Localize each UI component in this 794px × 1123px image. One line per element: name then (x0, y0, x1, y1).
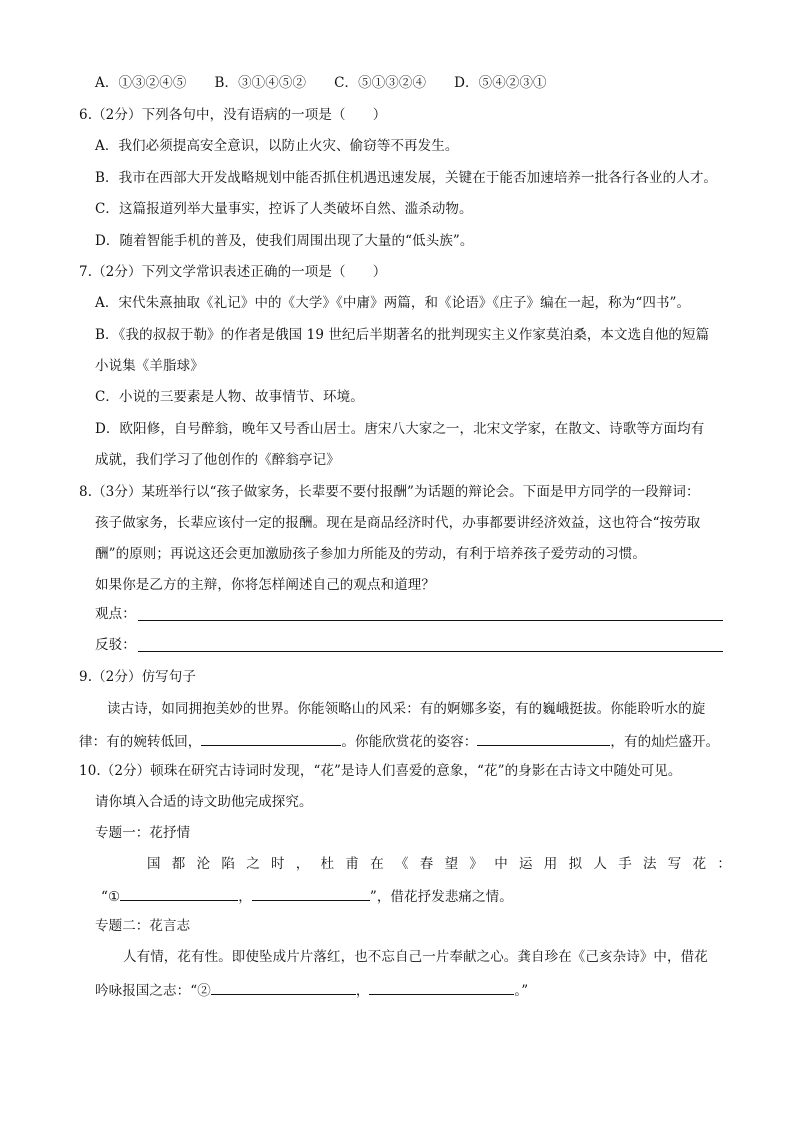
q5-option-a-label: A． (95, 75, 119, 91)
q6-option-a: A．我们必须提高安全意识，以防止火灾、偷窃等不再发生。 (95, 138, 459, 154)
q9-stem: 9.（2分）仿写句子 (79, 669, 196, 685)
q5-option-d-label: D． (454, 75, 479, 91)
q10-topic2-quote-end: 。” (514, 983, 529, 999)
q10-topic2-quote (95, 978, 528, 1000)
q5-options (95, 72, 547, 94)
q10-topic1-line: 国都沦陷之时，杜甫在《春望》中运用拟人手法写花： (147, 856, 743, 872)
q5-option-d: ⑤④②③① (478, 75, 547, 91)
q10-blank-2b[interactable] (369, 978, 514, 995)
q10-blank-1a[interactable] (120, 884, 238, 901)
q7-option-b-line1: B．《我的叔叔于勒》的作者是俄国 19 世纪后半期著名的批判现实主义作家莫泊桑，本文选自他的短篇 (95, 327, 710, 343)
q10-blank-1b[interactable] (252, 884, 370, 901)
q7-option-d-line2: 成就，我们学习了他创作的《醉翁亭记》 (95, 452, 340, 468)
q7-option-a: A．宋代朱熹抽取《礼记》中的《大学》《中庸》两篇，和《论语》《庄子》编在一起，称为“四书”。 (95, 295, 691, 311)
q8-passage-line1: 孩子做家务，长辈应该付一定的报酬。现在是商品经济时代，办事都要讲经济效益，这也符合“按劳取 (95, 515, 701, 531)
q9-blank-1[interactable] (201, 729, 341, 746)
q9-blank-2[interactable] (477, 729, 610, 746)
q10-topic1-comma: ， (238, 889, 252, 905)
q10-topic2-title: 专题二：花言志 (95, 918, 191, 934)
q8-passage-line2: 酬”的原则；再说这还会更加激励孩子参加力所能及的劳动，有利于培养孩子爱劳动的习惯。 (95, 546, 646, 562)
q9-line2-part1: 律：有的婉转低回， (79, 734, 202, 750)
q9-line2-part2: 。你能欣赏花的姿容： (341, 734, 478, 750)
q5-option-b-label: B． (214, 75, 239, 91)
q6-option-c: C．这篇报道列举大量事实，控诉了人类破坏自然、滥杀动物。 (95, 201, 473, 217)
q6-stem: 6.（2分）下列各句中，没有语病的一项是（ ） (79, 107, 387, 123)
q8-rebut-answer-line[interactable] (138, 651, 723, 652)
q10-topic1-quote (101, 884, 513, 906)
q6-option-d: D．随着智能手机的普及，使我们周围出现了大量的“低头族”。 (95, 233, 474, 249)
q10-blank-2a[interactable] (211, 978, 356, 995)
q10-topic2-quote-pre: 吟咏报国之志：“② (95, 983, 211, 999)
q10-topic1-quote-open: “① (101, 889, 121, 905)
q7-option-c: C．小说的三要素是人物、故事情节、环境。 (95, 389, 364, 405)
q7-stem: 7.（2分）下列文学常识表述正确的一项是（ ） (79, 264, 387, 280)
q10-question: 请你填入合适的诗文助他完成探究。 (95, 794, 313, 810)
q9-line2-part3: ，有的灿烂盛开。 (610, 734, 720, 750)
q9-line2 (79, 729, 719, 751)
q10-topic1-quote-end: ”，借花抒发悲痛之情。 (369, 889, 513, 905)
q5-option-c-label: C． (334, 75, 359, 91)
q8-question: 如果你是乙方的主辩，你将怎样阐述自己的观点和道理？ (95, 577, 435, 593)
q8-rebut-label: 反驳： (95, 637, 136, 653)
q10-topic1-title: 专题一：花抒情 (95, 825, 191, 841)
q5-option-c: ⑤①③②④ (358, 75, 427, 91)
q5-option-a: ①③②④⑤ (118, 75, 187, 91)
q8-view-answer-line[interactable] (138, 620, 723, 621)
q10-stem: 10.（2分）顿珠在研究古诗词时发现，“花”是诗人们喜爱的意象，“花”的身影在古诗文中随处可见。 (79, 763, 682, 779)
q7-option-b-line2: 小说集《羊脂球》 (95, 358, 204, 374)
q8-view-label: 观点： (95, 606, 136, 622)
q9-line1: 读古诗，如同拥抱美妙的世界。你能领略山的风采：有的婀娜多姿，有的巍峨挺拔。你能聆听水的旋 (107, 701, 706, 717)
q10-topic2-line: 人有情，花有性。即使坠成片片落红，也不忘自己一片奉献之心。龚自珍在《己亥杂诗》中，借花 (123, 949, 708, 965)
q8-stem: 8.（3分）某班举行以“孩子做家务，长辈要不要付报酬”为话题的辩论会。下面是甲方同学的一段辩词： (79, 484, 700, 500)
q5-option-b: ③①④⑤② (238, 75, 307, 91)
q7-option-d-line1: D．欧阳修，自号醉翁，晚年又号香山居士。唐宋八大家之一，北宋文学家，在散文、诗歌等方面均有 (95, 421, 705, 437)
q6-option-b: B．我市在西部大开发战略规划中能否抓住机遇迅速发展，关键在于能否加速培养一批各行各业的人才。 (95, 170, 718, 186)
q10-topic2-comma: ， (355, 983, 370, 999)
